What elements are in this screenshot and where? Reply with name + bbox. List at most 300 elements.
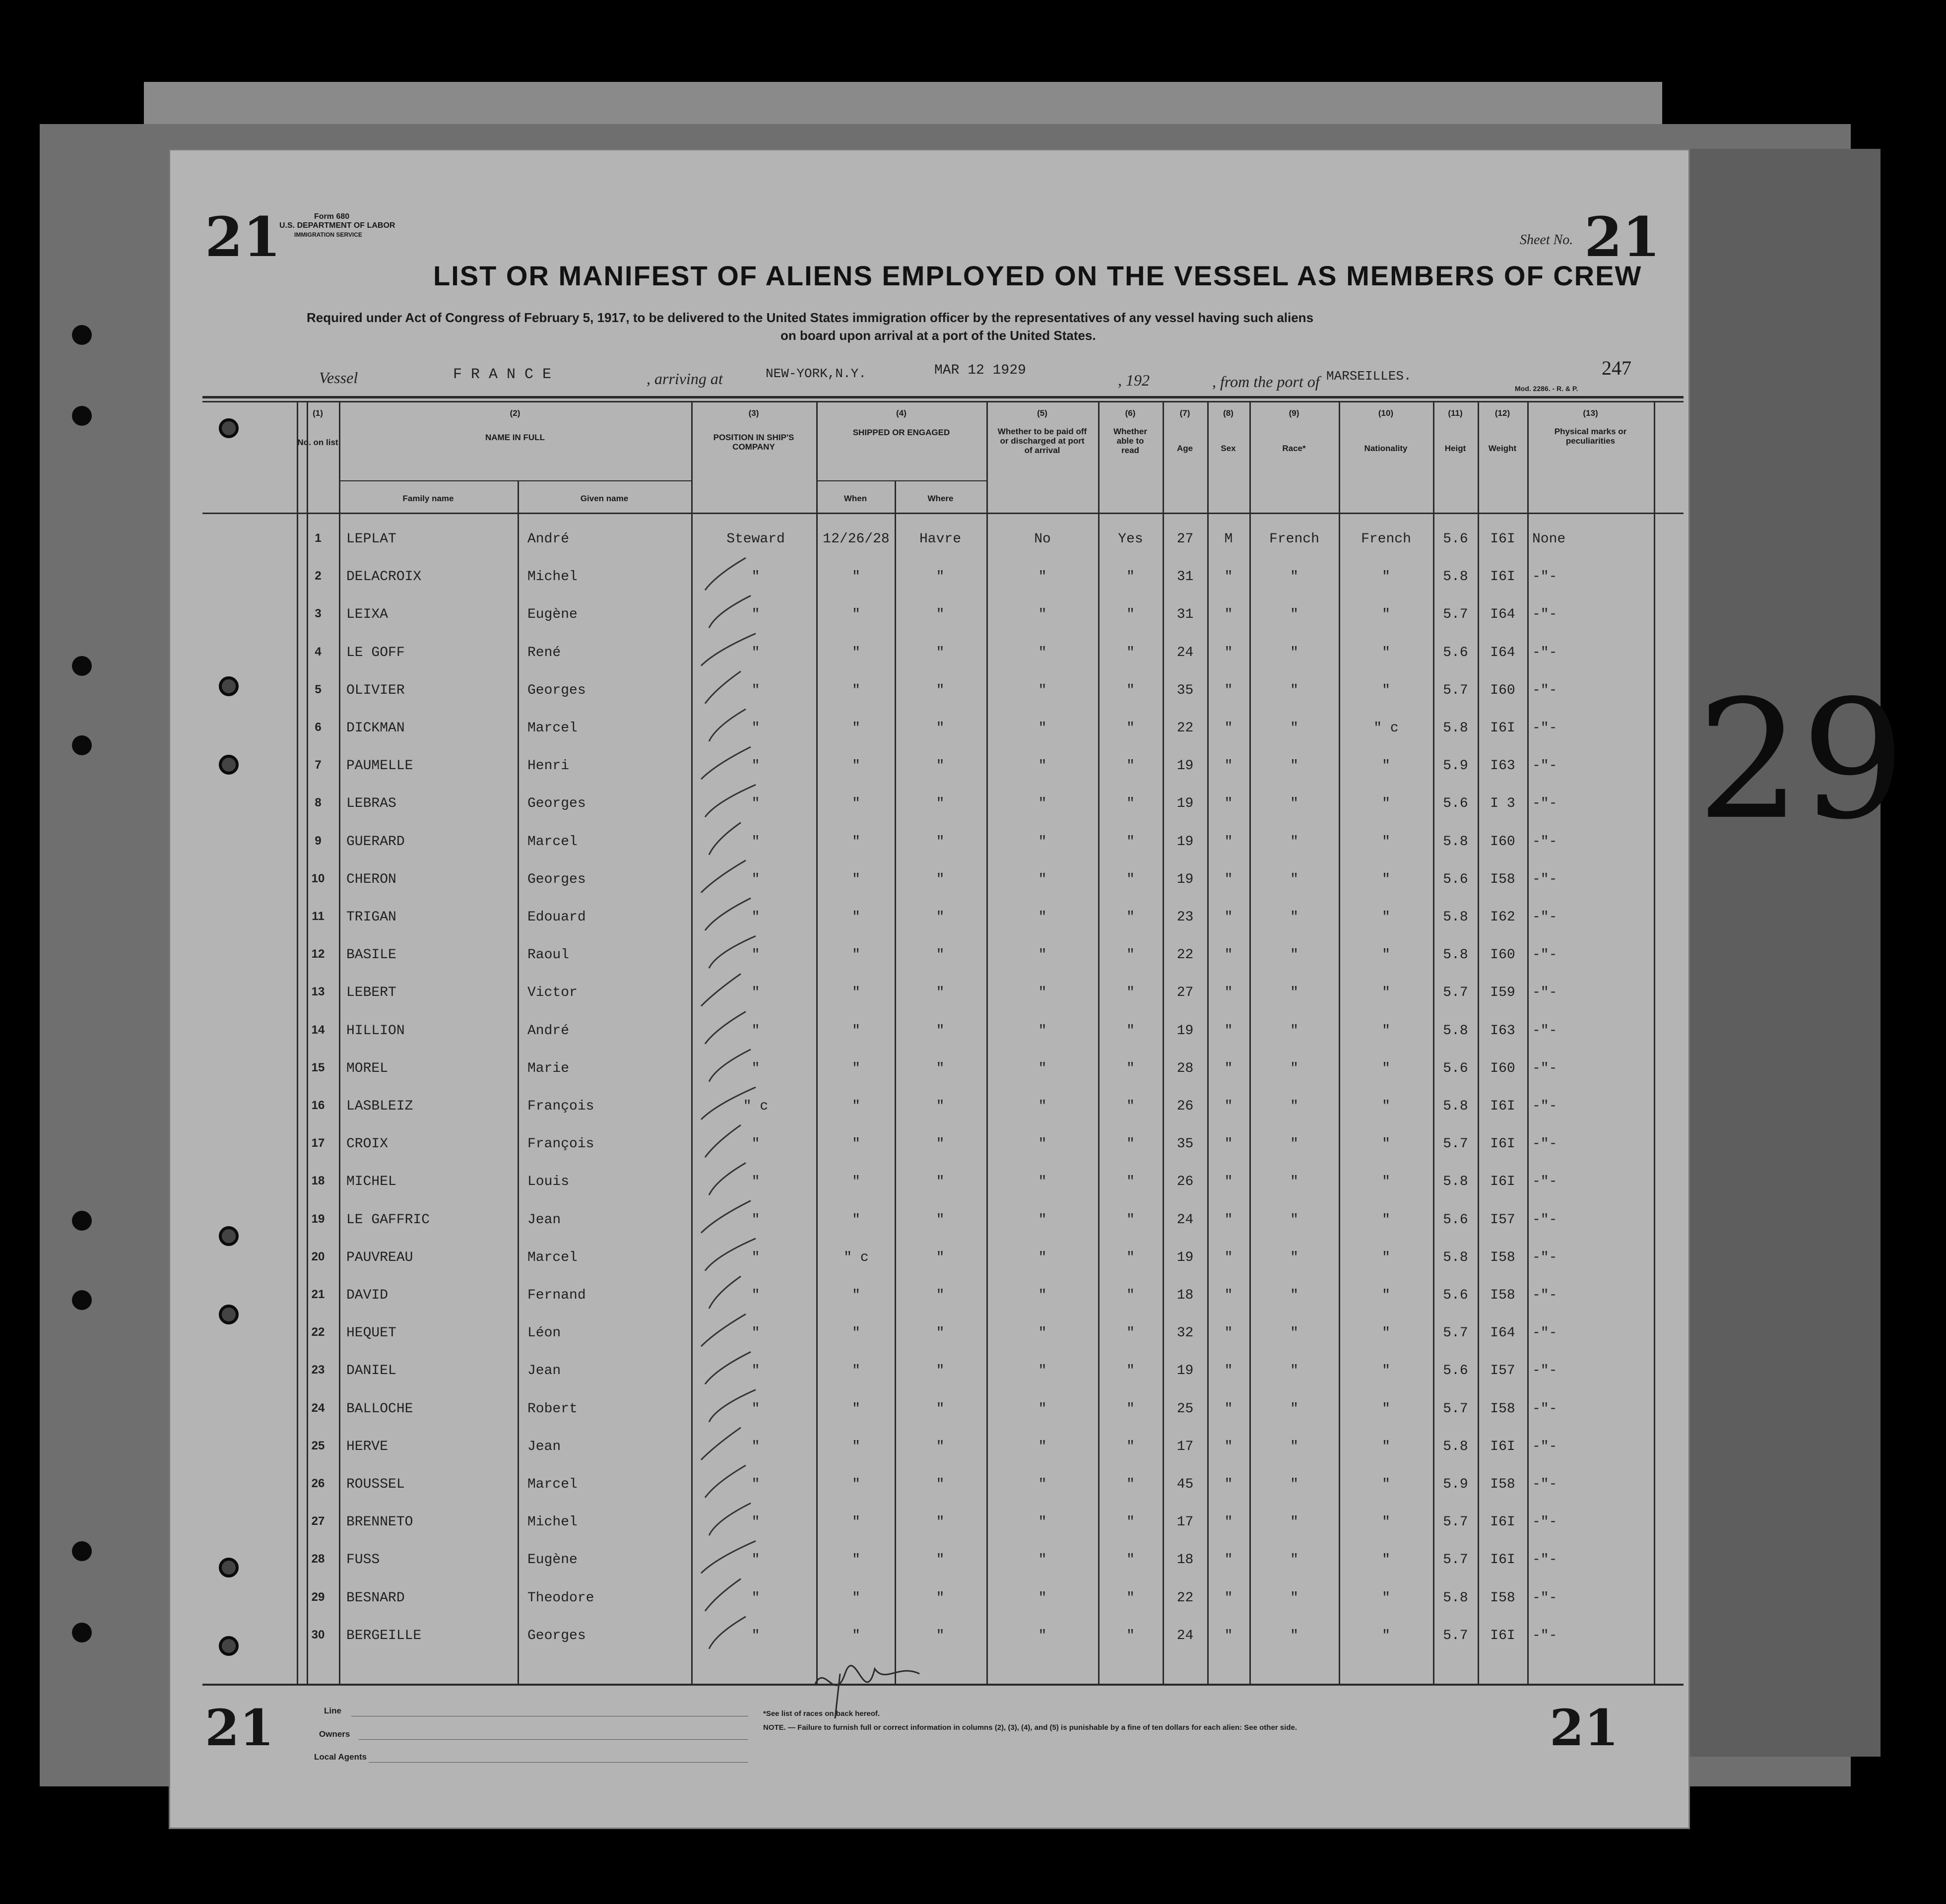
cell-position: " c — [743, 1099, 769, 1114]
cell-shipped-where: " — [936, 1628, 945, 1643]
cell-height: 5.6 — [1443, 1212, 1468, 1228]
footer-owners-label: Owners — [319, 1729, 350, 1739]
cell-race: " — [1290, 910, 1298, 925]
cell-shipped-where: Havre — [919, 531, 961, 547]
cell-position: " — [751, 569, 760, 585]
cell-physical-marks: -"- — [1532, 758, 1557, 774]
cell-family-name: BALLOCHE — [346, 1401, 413, 1417]
cell-shipped-when: " — [852, 682, 860, 698]
cell-paid-off: " — [1038, 871, 1047, 887]
mod-text: Mod. 2286. - R. & P. — [1515, 385, 1578, 393]
cell-position: " — [751, 682, 760, 698]
col-name-index: (2) — [510, 408, 520, 418]
col-race-label: Race* — [1282, 444, 1306, 453]
table-top-rule-2 — [202, 401, 1684, 402]
cell-race: " — [1290, 1288, 1298, 1303]
cell-race: " — [1290, 1174, 1298, 1190]
cell-shipped-when: " — [852, 721, 860, 736]
cell-sex: " — [1224, 1023, 1233, 1039]
cell-row-number: 7 — [315, 758, 322, 772]
table-top-rule — [202, 396, 1684, 398]
cell-weight: I 3 — [1490, 796, 1515, 812]
cell-physical-marks: -"- — [1532, 1439, 1557, 1454]
cell-sex: " — [1224, 1325, 1233, 1341]
cell-position: " — [751, 1590, 760, 1606]
tick-mark — [701, 974, 741, 1006]
cell-age: 19 — [1176, 834, 1194, 850]
col-race-header — [1249, 408, 1339, 453]
tick-mark — [705, 1012, 746, 1044]
cell-physical-marks: None — [1532, 531, 1566, 547]
cell-nationality: " — [1382, 871, 1390, 887]
cell-paid-off: " — [1038, 1363, 1047, 1379]
cell-family-name: PAUVREAU — [346, 1249, 413, 1265]
tick-mark — [705, 898, 751, 930]
cell-position: " — [751, 796, 760, 812]
cell-family-name: BASILE — [346, 947, 396, 963]
tick-mark — [701, 1314, 746, 1346]
col-weight-label: Weight — [1488, 444, 1517, 453]
cell-given-name: Georges — [527, 682, 586, 698]
cell-paid-off: " — [1038, 1099, 1047, 1114]
cell-given-name: Fernand — [527, 1288, 586, 1303]
cell-able-to-read: Yes — [1118, 531, 1143, 547]
cell-row-number: 30 — [311, 1628, 325, 1641]
cell-row-number: 25 — [311, 1439, 325, 1452]
col-paid-label: Whether to be paid off or discharged at port of arrival — [997, 427, 1087, 455]
vessel-name: F R A N C E — [453, 366, 552, 383]
cell-able-to-read: " — [1126, 1099, 1135, 1114]
sheet-number: 21 — [1584, 205, 1661, 269]
cell-shipped-where: " — [936, 1174, 945, 1190]
col-shipped-index: (4) — [896, 408, 907, 418]
cell-family-name: CROIX — [346, 1136, 389, 1152]
cell-family-name: OLIVIER — [346, 682, 405, 698]
cell-height: 5.7 — [1443, 607, 1468, 623]
tick-mark — [701, 747, 751, 779]
cell-position: Steward — [726, 531, 785, 547]
bottom-right-number: 21 — [1550, 1699, 1619, 1757]
cell-race: " — [1290, 607, 1298, 623]
cell-sex: " — [1224, 1590, 1233, 1606]
cell-nationality: " — [1382, 682, 1390, 698]
cell-age: 18 — [1176, 1552, 1194, 1568]
cell-position: " — [751, 1401, 760, 1417]
tick-mark — [709, 936, 756, 968]
cell-age: 19 — [1176, 796, 1194, 812]
cell-position: " — [751, 910, 760, 925]
ring-hole — [219, 1558, 239, 1577]
cell-sex: M — [1224, 531, 1233, 547]
cell-physical-marks: -"- — [1532, 721, 1557, 736]
cell-position: " — [751, 1212, 760, 1228]
col-when-header: When — [843, 494, 867, 503]
cell-paid-off: " — [1038, 1212, 1047, 1228]
tick-mark — [701, 1201, 751, 1233]
cell-paid-off: " — [1038, 1628, 1047, 1643]
cell-given-name: Léon — [527, 1325, 561, 1341]
cell-shipped-when: " — [852, 1590, 860, 1606]
col-height-index: (11) — [1448, 408, 1463, 418]
cell-able-to-read: " — [1126, 1590, 1135, 1606]
cell-height: 5.9 — [1443, 1477, 1468, 1492]
cell-race: French — [1269, 531, 1319, 547]
cell-given-name: Marie — [527, 1060, 570, 1076]
cell-race: " — [1290, 1023, 1298, 1039]
cell-given-name: François — [527, 1099, 594, 1114]
table-bottom-rule — [202, 1684, 1684, 1686]
cell-row-number: 3 — [315, 607, 322, 621]
cell-physical-marks: -"- — [1532, 682, 1557, 698]
cell-nationality: " — [1382, 1552, 1390, 1568]
cell-paid-off: " — [1038, 1249, 1047, 1265]
cell-able-to-read: " — [1126, 758, 1135, 774]
cell-family-name: MICHEL — [346, 1174, 396, 1190]
col-divider — [895, 480, 896, 1684]
cell-age: 17 — [1176, 1514, 1194, 1530]
cell-nationality: " — [1382, 1628, 1390, 1643]
tick-marks — [686, 527, 835, 1669]
cell-nationality: " — [1382, 1288, 1390, 1303]
cell-shipped-where: " — [936, 796, 945, 812]
tick-mark — [705, 558, 746, 590]
cell-nationality: " — [1382, 910, 1390, 925]
tick-mark — [709, 595, 751, 628]
cell-nationality: " — [1382, 758, 1390, 774]
cell-race: " — [1290, 1136, 1298, 1152]
ring-hole — [219, 1226, 239, 1246]
cell-family-name: DANIEL — [346, 1363, 396, 1379]
cell-nationality: French — [1361, 531, 1411, 547]
cell-shipped-when: " — [852, 947, 860, 963]
cell-nationality: " — [1382, 947, 1390, 963]
cell-sex: " — [1224, 834, 1233, 850]
cell-sex: " — [1224, 796, 1233, 812]
cell-given-name: Jean — [527, 1363, 561, 1379]
subtitle-line2: on board upon arrival at a port of the United States. — [780, 328, 1096, 343]
col-age-label: Age — [1176, 444, 1193, 453]
cell-row-number: 23 — [311, 1363, 325, 1377]
cell-physical-marks: -"- — [1532, 910, 1557, 925]
cell-height: 5.6 — [1443, 1288, 1468, 1303]
cell-height: 5.8 — [1443, 1249, 1468, 1265]
cell-shipped-when: " — [852, 796, 860, 812]
cell-paid-off: " — [1038, 607, 1047, 623]
cell-physical-marks: -"- — [1532, 1060, 1557, 1076]
col-name-label: NAME IN FULL — [485, 433, 545, 442]
cell-shipped-where: " — [936, 1439, 945, 1454]
col-position-index: (3) — [748, 408, 759, 418]
manifest-page — [169, 149, 1690, 1829]
cell-position: " — [751, 985, 760, 1001]
cell-shipped-when: " — [852, 1477, 860, 1492]
cell-nationality: " — [1382, 1514, 1390, 1530]
cell-shipped-when: " — [852, 645, 860, 660]
cell-age: 24 — [1176, 1212, 1194, 1228]
col-family-header: Family name — [402, 494, 454, 503]
form-number: Form 680 — [314, 212, 350, 221]
col-sex-label: Sex — [1221, 444, 1236, 453]
cell-given-name: Henri — [527, 758, 570, 774]
cell-given-name: René — [527, 645, 561, 660]
subheader-rule — [816, 480, 986, 481]
cell-paid-off: " — [1038, 1401, 1047, 1417]
cell-paid-off: " — [1038, 1136, 1047, 1152]
vessel-label: Vessel — [319, 369, 358, 387]
cell-row-number: 8 — [315, 796, 322, 810]
tick-mark — [705, 1579, 741, 1611]
cell-row-number: 10 — [311, 871, 325, 885]
cell-given-name: Marcel — [527, 1249, 578, 1265]
punch-hole — [72, 406, 92, 426]
cell-shipped-when: " — [852, 1325, 860, 1341]
cell-shipped-where: " — [936, 1099, 945, 1114]
cell-shipped-when: " — [852, 1552, 860, 1568]
cell-height: 5.6 — [1443, 1060, 1468, 1076]
cell-age: 27 — [1176, 985, 1194, 1001]
cell-race: " — [1290, 1249, 1298, 1265]
cell-race: " — [1290, 1060, 1298, 1076]
cell-age: 26 — [1176, 1099, 1194, 1114]
cell-row-number: 1 — [315, 531, 322, 545]
cell-physical-marks: -"- — [1532, 796, 1557, 812]
cell-race: " — [1290, 721, 1298, 736]
cell-able-to-read: " — [1126, 721, 1135, 736]
cell-height: 5.8 — [1443, 1439, 1468, 1454]
cell-weight: I63 — [1490, 758, 1515, 774]
cell-able-to-read: " — [1126, 645, 1135, 660]
col-where-header: Where — [927, 494, 954, 503]
cell-shipped-when: " — [852, 910, 860, 925]
tick-mark — [705, 1465, 746, 1498]
tick-mark — [709, 1617, 746, 1649]
cell-paid-off: " — [1038, 1288, 1047, 1303]
cell-paid-off: " — [1038, 682, 1047, 698]
cell-given-name: Raoul — [527, 947, 570, 963]
cell-given-name: Jean — [527, 1439, 561, 1454]
cell-race: " — [1290, 1590, 1298, 1606]
cell-able-to-read: " — [1126, 1628, 1135, 1643]
service: IMMIGRATION SERVICE — [294, 231, 362, 238]
cell-row-number: 21 — [311, 1288, 325, 1301]
cell-shipped-where: " — [936, 1590, 945, 1606]
cell-position: " — [751, 721, 760, 736]
cell-shipped-where: " — [936, 910, 945, 925]
cell-shipped-where: " — [936, 1325, 945, 1341]
cell-physical-marks: -"- — [1532, 871, 1557, 887]
cell-physical-marks: -"- — [1532, 607, 1557, 623]
cell-row-number: 5 — [315, 682, 322, 696]
cell-given-name: Marcel — [527, 721, 578, 736]
cell-physical-marks: -"- — [1532, 1552, 1557, 1568]
cell-race: " — [1290, 834, 1298, 850]
cell-row-number: 15 — [311, 1060, 325, 1074]
cell-position: " — [751, 1439, 760, 1454]
cell-shipped-when: " c — [843, 1249, 869, 1265]
subtitle-line1: Required under Act of Congress of February 5, 1917, to be delivered to the United States immigration officer by the representatives of any vessel having such aliens — [307, 310, 1314, 325]
tick-mark — [701, 1087, 756, 1119]
cell-sex: " — [1224, 1249, 1233, 1265]
cell-age: 31 — [1176, 569, 1194, 585]
col-nationality-index: (10) — [1378, 408, 1394, 418]
cell-weight: I58 — [1490, 1288, 1515, 1303]
cell-sex: " — [1224, 1099, 1233, 1114]
cell-physical-marks: -"- — [1532, 1023, 1557, 1039]
cell-sex: " — [1224, 1363, 1233, 1379]
cell-given-name: André — [527, 1023, 570, 1039]
ring-hole — [219, 1636, 239, 1656]
cell-weight: I64 — [1490, 607, 1515, 623]
cell-given-name: Louis — [527, 1174, 570, 1190]
cell-paid-off: No — [1034, 531, 1051, 547]
cell-nationality: " — [1382, 834, 1390, 850]
cell-position: " — [751, 1174, 760, 1190]
cell-nationality: " — [1382, 607, 1390, 623]
cell-position: " — [751, 1023, 760, 1039]
cell-position: " — [751, 1477, 760, 1492]
cell-row-number: 24 — [311, 1401, 325, 1415]
cell-age: 22 — [1176, 1590, 1194, 1606]
cell-physical-marks: -"- — [1532, 1401, 1557, 1417]
arriving-label: , arriving at — [647, 370, 723, 388]
cell-nationality: " — [1382, 1060, 1390, 1076]
cell-height: 5.6 — [1443, 1363, 1468, 1379]
cell-paid-off: " — [1038, 721, 1047, 736]
cell-weight: I6I — [1490, 1174, 1515, 1190]
cell-weight: I6I — [1490, 1552, 1515, 1568]
col-no-index: (1) — [313, 408, 323, 418]
cell-shipped-where: " — [936, 682, 945, 698]
cell-row-number: 4 — [315, 645, 322, 658]
col-divider — [1654, 401, 1655, 1684]
cell-nationality: " — [1382, 645, 1390, 660]
cell-weight: I57 — [1490, 1363, 1515, 1379]
cell-sex: " — [1224, 607, 1233, 623]
cell-weight: I60 — [1490, 682, 1515, 698]
cell-height: 5.8 — [1443, 910, 1468, 925]
col-sex-header — [1207, 408, 1249, 453]
cell-nationality: " — [1382, 1590, 1390, 1606]
cell-paid-off: " — [1038, 1590, 1047, 1606]
cell-sex: " — [1224, 1136, 1233, 1152]
col-given-header: Given name — [580, 494, 629, 503]
cell-physical-marks: -"- — [1532, 985, 1557, 1001]
cell-paid-off: " — [1038, 1325, 1047, 1341]
cell-position: " — [751, 645, 760, 660]
cell-able-to-read: " — [1126, 796, 1135, 812]
cell-able-to-read: " — [1126, 834, 1135, 850]
from-label: , from the port of — [1212, 373, 1320, 391]
cell-row-number: 9 — [315, 834, 322, 848]
cell-family-name: LEPLAT — [346, 531, 396, 547]
col-divider — [339, 401, 340, 1684]
footer-note-penalty: NOTE. — Failure to furnish full or correct information in columns (2), (3), (4), and (5) is punishable by a fine of ten dollars for each alien: See other side. — [763, 1723, 1297, 1732]
cell-family-name: PAUMELLE — [346, 758, 413, 774]
tick-mark — [709, 1050, 751, 1082]
cell-sex: " — [1224, 1552, 1233, 1568]
cell-shipped-where: " — [936, 721, 945, 736]
cell-age: 17 — [1176, 1439, 1194, 1454]
cell-physical-marks: -"- — [1532, 569, 1557, 585]
department: U.S. DEPARTMENT OF LABOR — [279, 221, 395, 230]
cell-shipped-where: " — [936, 645, 945, 660]
col-divider — [1527, 401, 1529, 1684]
cell-height: 5.7 — [1443, 682, 1468, 698]
tick-mark — [705, 1352, 751, 1384]
cell-shipped-where: " — [936, 1249, 945, 1265]
cell-shipped-where: " — [936, 834, 945, 850]
cell-shipped-when: 12/26/28 — [823, 531, 890, 547]
cell-race: " — [1290, 1514, 1298, 1530]
cell-shipped-when: " — [852, 871, 860, 887]
cell-given-name: Theodore — [527, 1590, 594, 1606]
cell-nationality: " — [1382, 1023, 1390, 1039]
cell-weight: I6I — [1490, 1514, 1515, 1530]
footer-agents-label: Local Agents — [314, 1752, 367, 1762]
cell-family-name: ROUSSEL — [346, 1477, 405, 1492]
tick-mark — [701, 1428, 741, 1460]
cell-physical-marks: -"- — [1532, 1174, 1557, 1190]
cell-height: 5.8 — [1443, 721, 1468, 736]
cell-height: 5.7 — [1443, 1325, 1468, 1341]
cell-position: " — [751, 1628, 760, 1643]
cell-height: 5.7 — [1443, 1628, 1468, 1643]
cell-physical-marks: -"- — [1532, 1590, 1557, 1606]
col-name-header — [339, 408, 691, 442]
cell-able-to-read: " — [1126, 1552, 1135, 1568]
tick-mark — [705, 785, 756, 817]
cell-row-number: 29 — [311, 1590, 325, 1604]
cell-shipped-when: " — [852, 607, 860, 623]
cell-race: " — [1290, 1552, 1298, 1568]
cell-sex: " — [1224, 947, 1233, 963]
cell-position: " — [751, 834, 760, 850]
cell-height: 5.8 — [1443, 1590, 1468, 1606]
cell-weight: I6I — [1490, 1099, 1515, 1114]
cell-height: 5.7 — [1443, 1136, 1468, 1152]
cell-physical-marks: -"- — [1532, 645, 1557, 660]
cell-paid-off: " — [1038, 947, 1047, 963]
tick-mark — [705, 1125, 741, 1157]
cell-given-name: François — [527, 1136, 594, 1152]
cell-shipped-where: " — [936, 607, 945, 623]
cell-physical-marks: -"- — [1532, 1514, 1557, 1530]
cell-height: 5.6 — [1443, 796, 1468, 812]
cell-race: " — [1290, 1363, 1298, 1379]
top-left-number: 21 — [205, 205, 281, 269]
cell-weight: I64 — [1490, 645, 1515, 660]
cell-sex: " — [1224, 645, 1233, 660]
cell-race: " — [1290, 1477, 1298, 1492]
tick-mark — [709, 823, 741, 855]
cell-shipped-where: " — [936, 1060, 945, 1076]
cell-family-name: DICKMAN — [346, 721, 405, 736]
cell-sex: " — [1224, 871, 1233, 887]
sheet-label: Sheet No. — [1520, 232, 1573, 248]
cell-nationality: " c — [1373, 721, 1399, 736]
cell-row-number: 13 — [311, 985, 325, 999]
footer-agents-rule — [369, 1762, 748, 1763]
tick-mark — [709, 709, 746, 741]
col-marks-label: Physical marks or peculiarities — [1554, 427, 1627, 446]
cell-weight: I58 — [1490, 1590, 1515, 1606]
cell-position: " — [751, 1249, 760, 1265]
footer-note-races: *See list of races on back hereof. — [763, 1709, 880, 1718]
cell-physical-marks: -"- — [1532, 1325, 1557, 1341]
cell-able-to-read: " — [1126, 1477, 1135, 1492]
cell-sex: " — [1224, 1174, 1233, 1190]
cell-shipped-where: " — [936, 1288, 945, 1303]
